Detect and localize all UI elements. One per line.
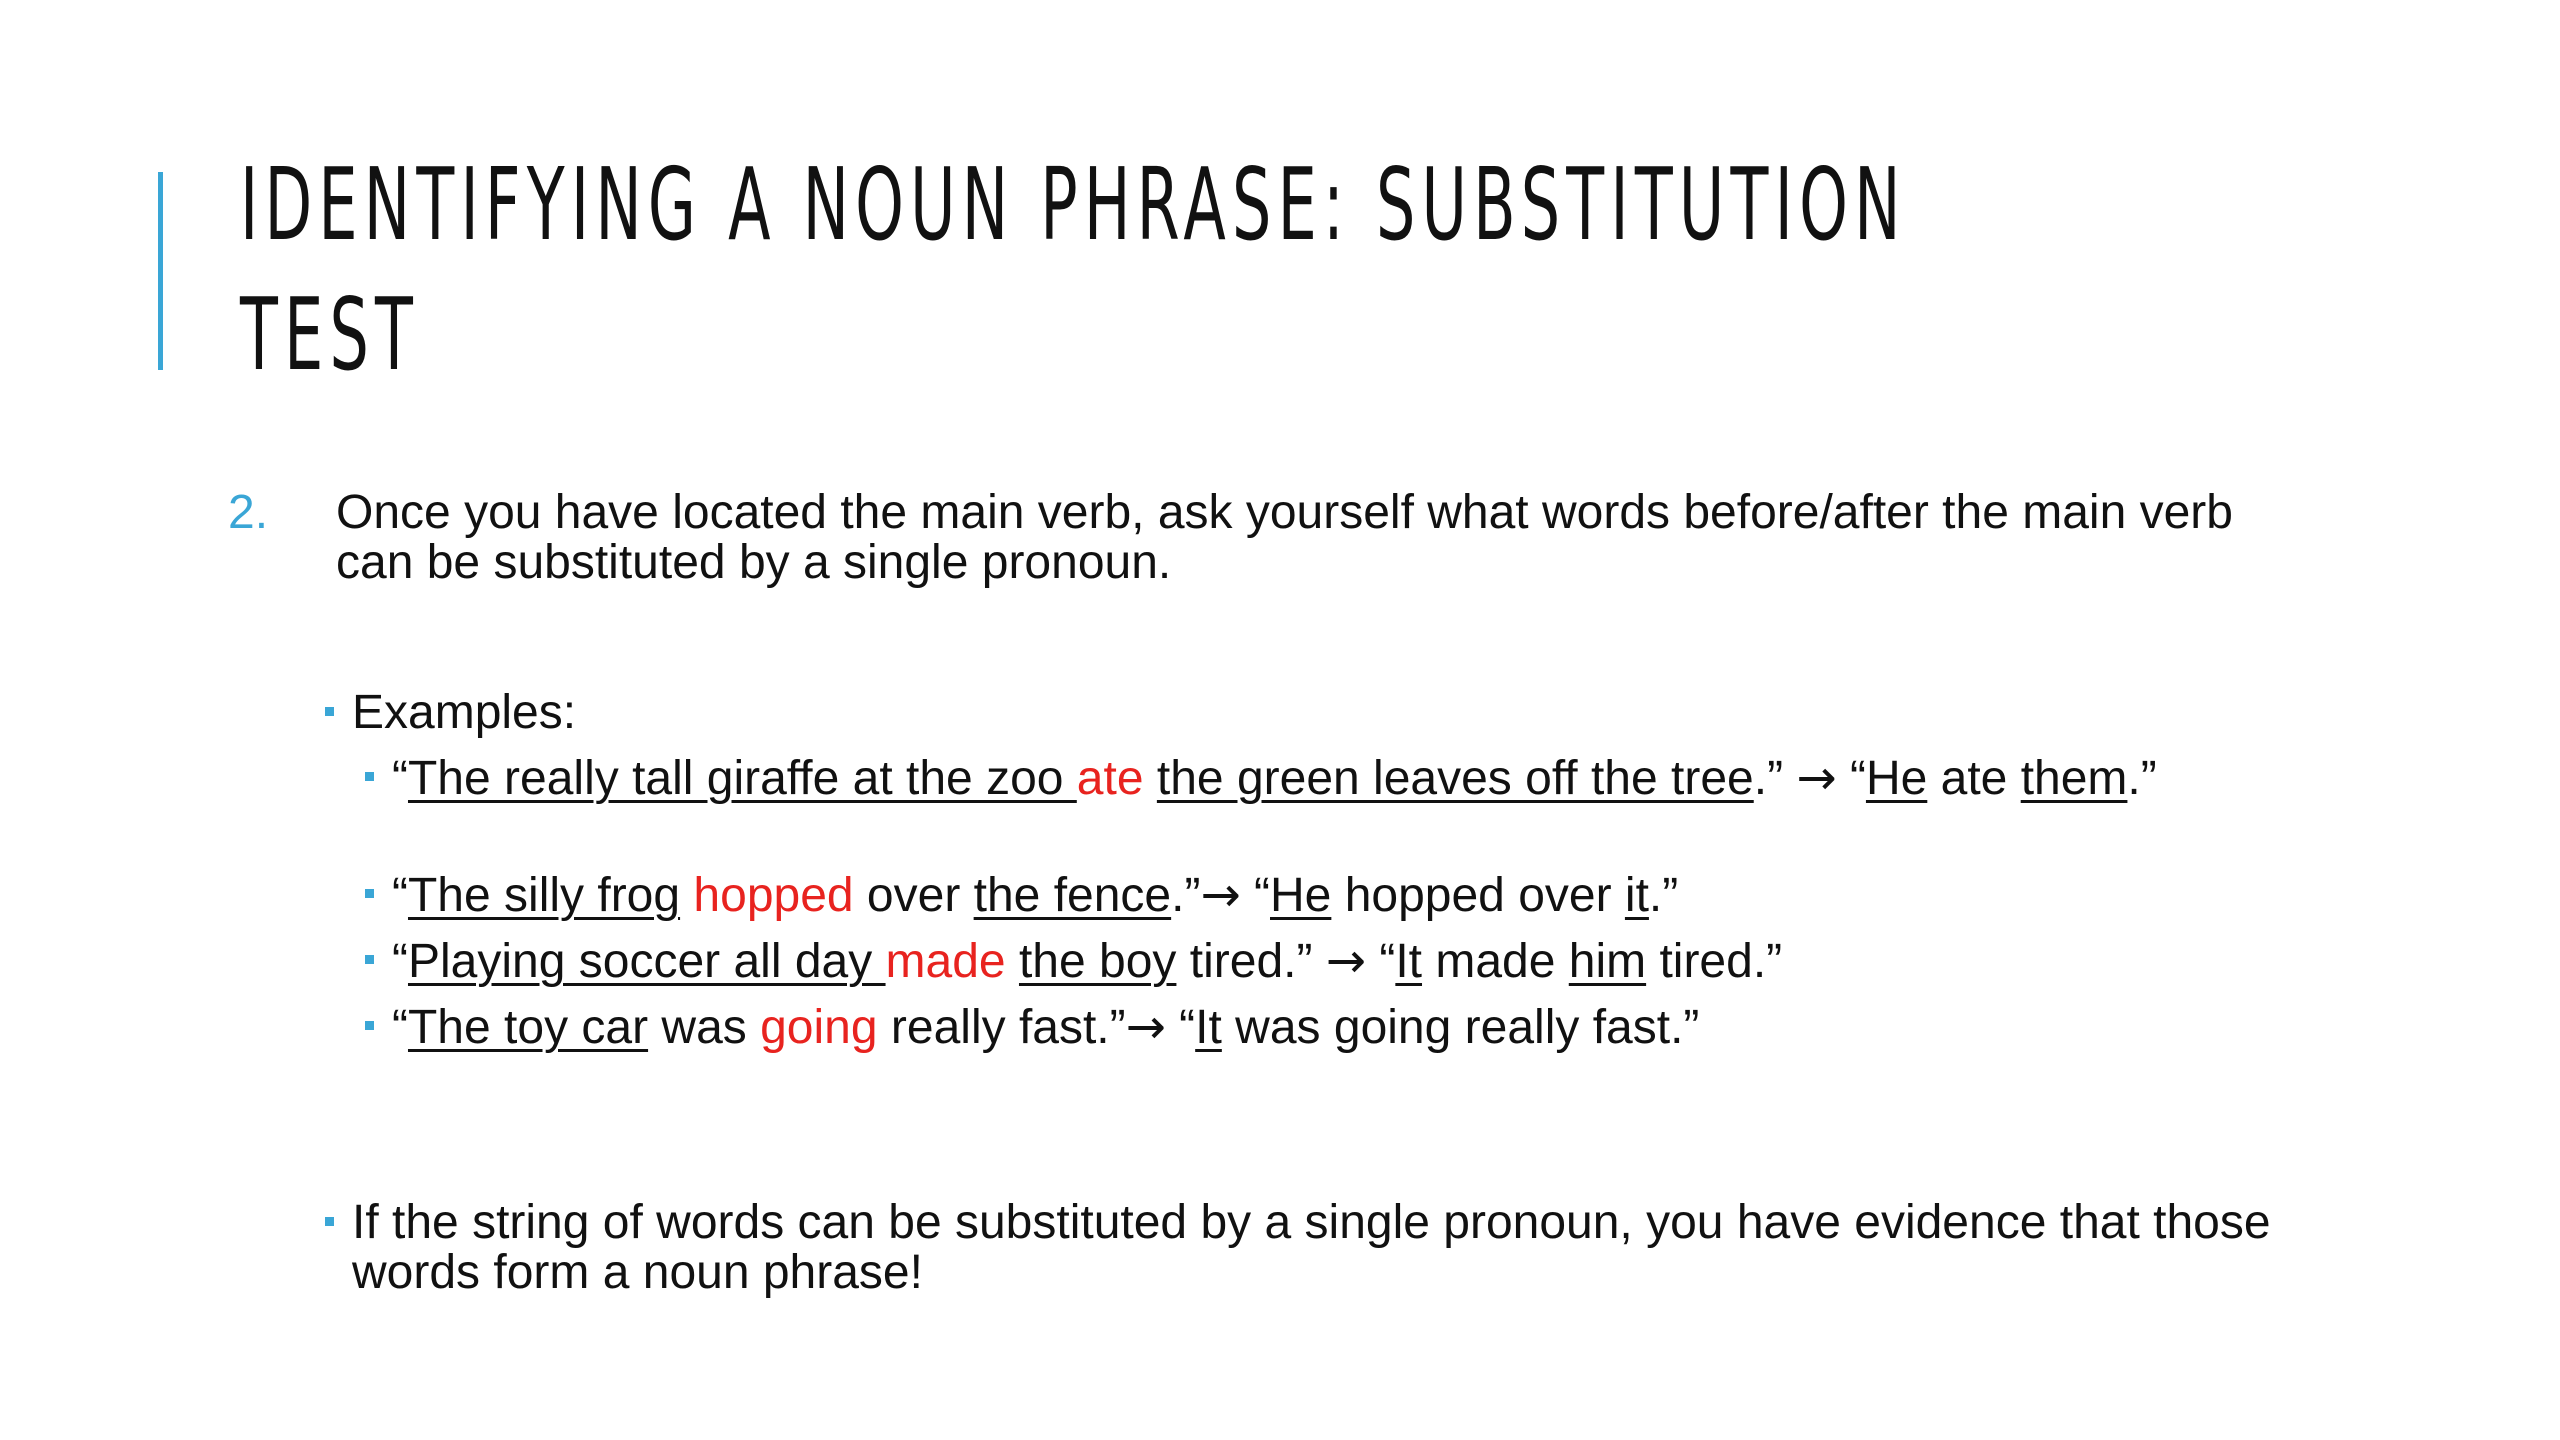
sentence-text: [680, 869, 693, 922]
sentence-text: .”: [1753, 752, 1797, 805]
bullet-square-icon: [365, 1021, 374, 1030]
open-quote: “: [392, 1001, 408, 1054]
sentence-text: tired.”: [1176, 935, 1326, 988]
title-line-1: IDENTIFYING A NOUN PHRASE: SUBSTITUTION: [240, 146, 1907, 263]
open-quote: “: [392, 869, 408, 922]
main-verb: hopped: [693, 869, 854, 922]
example-sentence: [392, 867, 2222, 923]
open-quote: “: [1165, 1001, 1196, 1054]
subject-noun-phrase: The silly frog: [407, 869, 681, 922]
close-quote: .”: [1648, 869, 1679, 922]
sentence-text: made: [1422, 935, 1569, 988]
arrow-right-icon: →: [1125, 999, 1166, 1055]
main-verb: made: [885, 935, 1006, 988]
sentence-text: really fast.”: [877, 1001, 1126, 1054]
bullet-square-icon: [365, 955, 374, 964]
subject-pronoun: It: [1195, 1001, 1222, 1054]
subject-noun-phrase: Playing soccer all day: [407, 935, 886, 988]
bullet-square-icon: [325, 1217, 334, 1226]
subject-pronoun: He: [1270, 869, 1332, 922]
title-line-2: TEST: [240, 276, 420, 393]
step-text: Once you have located the main verb, ask yourself what words before/after the main verb can be substituted by a single pronoun.: [336, 486, 2233, 589]
main-verb: going: [760, 1001, 878, 1054]
object-noun-phrase: the green leaves off the tree: [1156, 752, 1754, 805]
subject-pronoun: It: [1395, 935, 1423, 988]
arrow-right-icon: →: [1796, 750, 1837, 806]
sentence-text: ate: [1927, 752, 2021, 805]
object-pronoun: him: [1568, 935, 1647, 988]
open-quote: “: [1366, 935, 1396, 988]
bullet-square-icon: [365, 889, 374, 898]
conclusion-text: If the string of words can be substituted by a single pronoun, you have evidence that those words form a noun phrase!: [352, 1196, 2271, 1299]
sentence-text: [1144, 752, 1157, 805]
close-quote: tired.”: [1646, 935, 1783, 988]
example-sentence: [392, 933, 2222, 989]
object-noun-phrase: the boy: [1018, 935, 1177, 988]
close-quote: was going really fast.”: [1221, 1001, 1700, 1054]
sentence-text: hopped over: [1331, 869, 1625, 922]
object-pronoun: them: [2020, 752, 2128, 805]
subject-noun-phrase: The really tall giraffe at the zoo: [407, 752, 1077, 805]
sentence-text: over: [853, 869, 974, 922]
sentence-text: was: [648, 1001, 761, 1054]
object-pronoun: it: [1624, 869, 1649, 922]
arrow-right-icon: →: [1325, 933, 1367, 989]
bullet-square-icon: [365, 772, 374, 781]
title-accent-bar: [158, 172, 163, 370]
sentence-text: .”: [1171, 869, 1201, 922]
slide-title: [240, 140, 1907, 400]
subject-noun-phrase: The toy car: [407, 1001, 649, 1054]
object-noun-phrase: the fence: [973, 869, 1172, 922]
bullet-square-icon: [325, 707, 334, 716]
arrow-right-icon: →: [1200, 867, 1241, 923]
step-number: 2.: [228, 486, 269, 539]
open-quote: “: [1240, 869, 1270, 922]
examples-label: Examples:: [352, 686, 577, 739]
subject-pronoun: He: [1865, 752, 1928, 805]
main-verb: ate: [1076, 752, 1144, 805]
close-quote: .”: [2127, 752, 2157, 805]
example-sentence: [392, 999, 2222, 1055]
open-quote: “: [392, 935, 408, 988]
sentence-text: [1006, 935, 1019, 988]
open-quote: “: [1836, 752, 1866, 805]
example-sentence: [392, 750, 2222, 806]
open-quote: “: [392, 752, 408, 805]
